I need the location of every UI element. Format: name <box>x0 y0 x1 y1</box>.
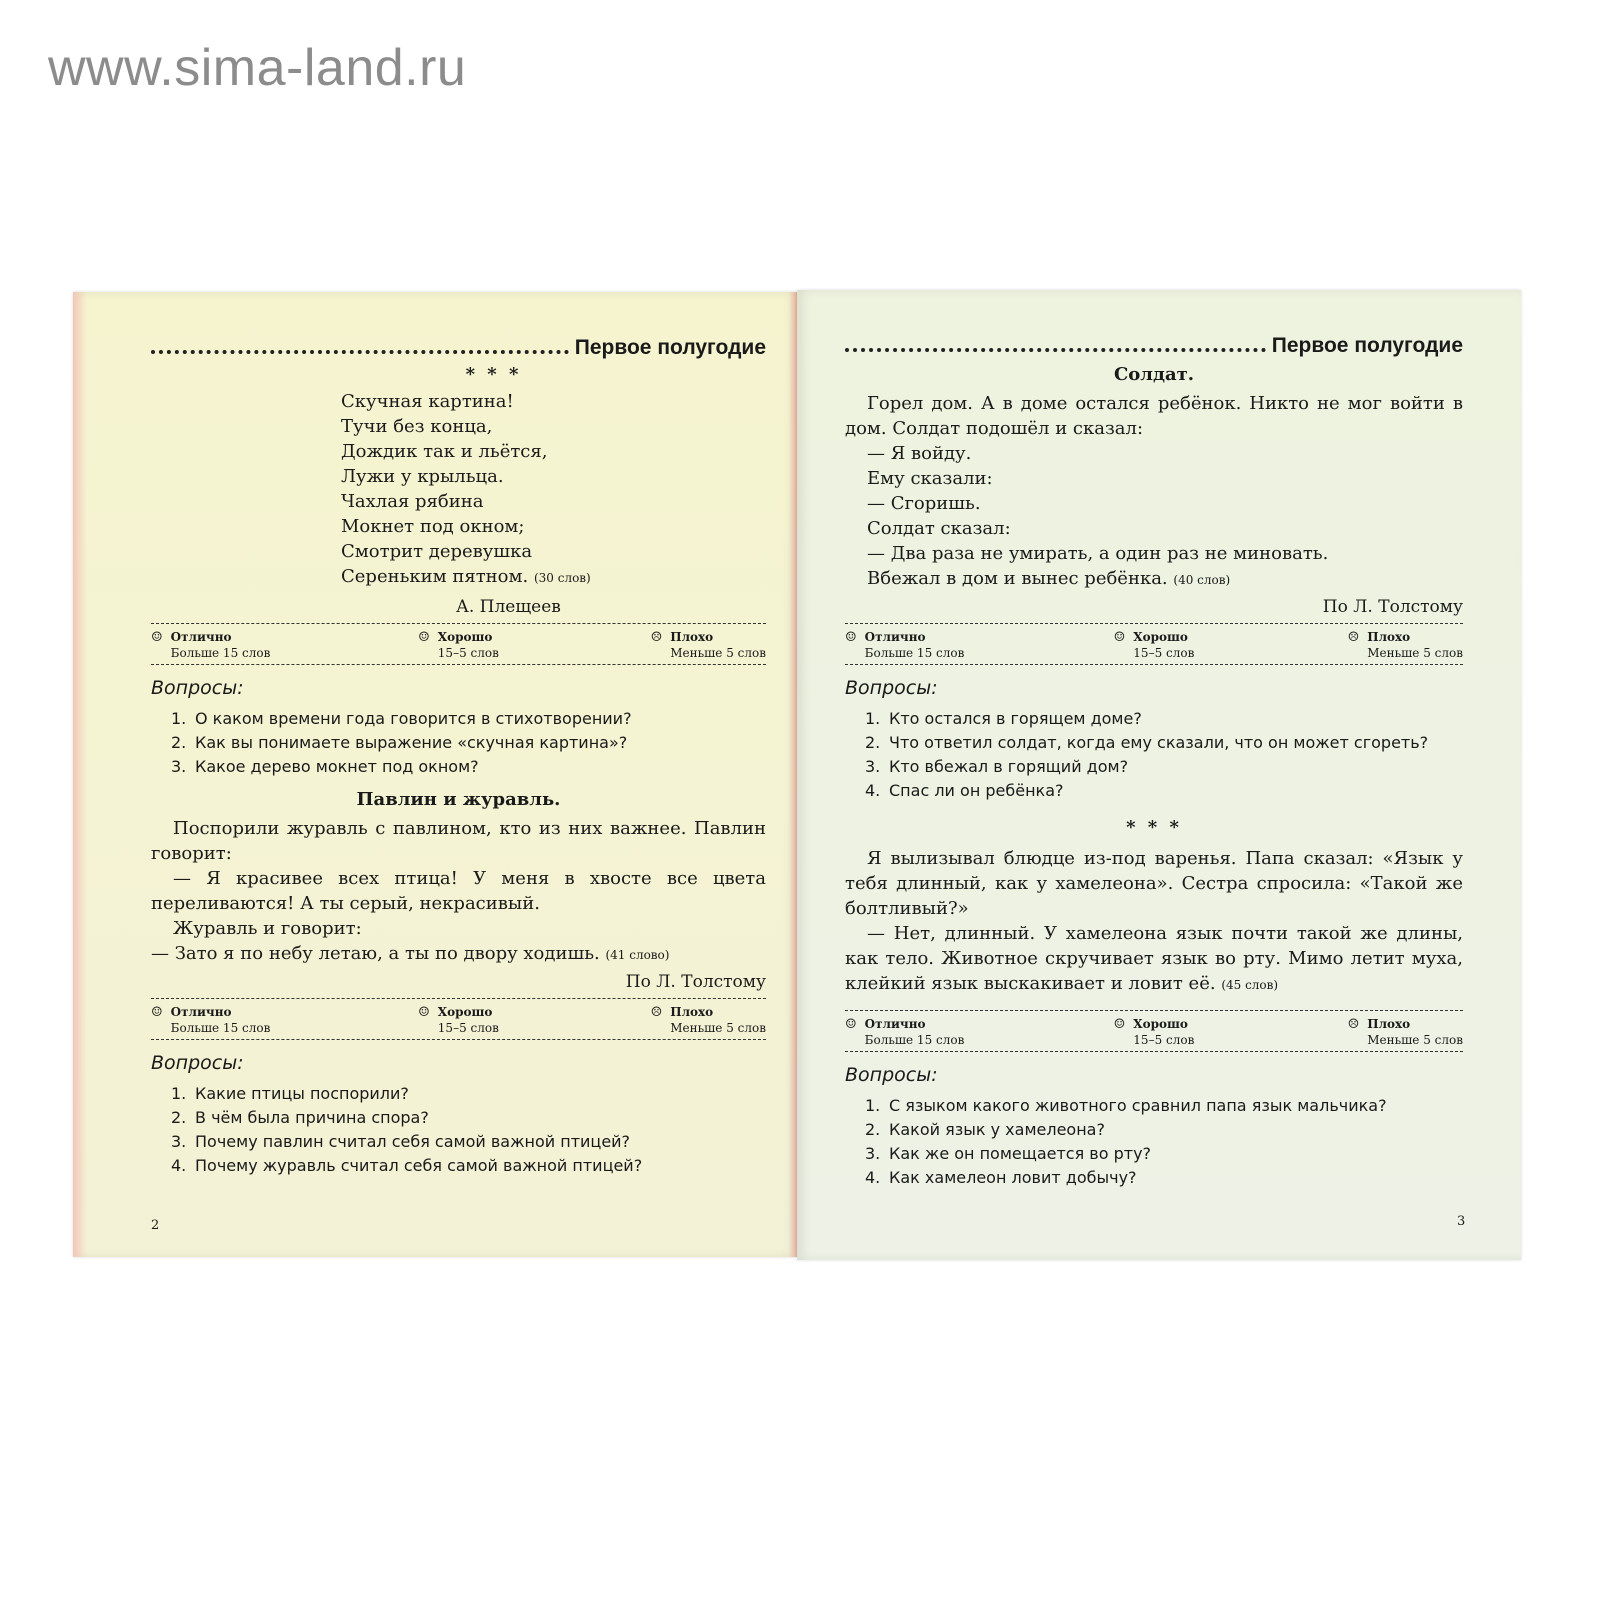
poem-last-line: Сереньким пятном. <box>341 566 529 587</box>
frown-icon: ☹ <box>650 1005 663 1020</box>
question-item <box>171 1154 766 1178</box>
rating-scale <box>151 623 766 665</box>
story-text: Я вылизывал блюдце из-под варенья. Папа сказал: «Язык у тебя длинный, как у хамелеона». Сестра спросила: «Такой же болтливый?» <box>845 848 1463 919</box>
rating-label: Отлично <box>864 630 926 644</box>
rating-sub: Больше 15 слов <box>864 646 965 660</box>
question-item <box>865 731 1463 755</box>
smile-icon: ☺ <box>418 630 430 645</box>
rating-good <box>1051 630 1257 660</box>
question-text: Какой язык у хамелеона? <box>889 1120 1105 1139</box>
rating-sub: Больше 15 слов <box>170 646 271 660</box>
poem <box>341 389 766 591</box>
rating-label: Отлично <box>864 1017 926 1031</box>
rating-bad <box>1257 1017 1463 1047</box>
rating-sub: Меньше 5 слов <box>1367 646 1463 660</box>
rating-sub: Больше 15 слов <box>864 1033 965 1047</box>
story-line: — Я войду. <box>867 443 972 464</box>
rating-excellent <box>845 630 1051 660</box>
question-number: 2. <box>865 733 881 752</box>
question-number: 3. <box>865 1144 881 1163</box>
page-number: 2 <box>151 1218 160 1233</box>
question-text: В чём была причина спора? <box>195 1108 429 1127</box>
rating-sub: Больше 15 слов <box>170 1021 271 1035</box>
right-page-header <box>845 330 1463 358</box>
poem-line: Скучная картина! <box>341 391 514 412</box>
smile-icon: ☺ <box>845 1017 857 1032</box>
frown-icon: ☹ <box>1347 1017 1360 1032</box>
right-header-title: Первое полугодие <box>1271 334 1463 357</box>
story-stars: * * * <box>1126 817 1182 838</box>
poem-line: Тучи без конца, <box>341 416 493 437</box>
rating-excellent <box>845 1017 1051 1047</box>
rating-scale <box>845 623 1463 665</box>
right-page <box>797 290 1521 1260</box>
question-number: 4. <box>865 781 881 800</box>
story-paragraph <box>151 866 766 916</box>
story-text: Горел дом. А в доме остался ребёнок. Никто не мог войти в дом. Солдат подошёл и сказал: <box>845 393 1463 439</box>
poem-line: Чахлая рябина <box>341 491 484 512</box>
poem-line <box>341 564 766 591</box>
rating-label: Плохо <box>670 1005 714 1019</box>
rating-label: Хорошо <box>1133 630 1188 644</box>
story-line: Ему сказали: <box>867 468 993 489</box>
question-item <box>865 1142 1463 1166</box>
rating-good <box>356 630 561 660</box>
story-text: — Я красивее всех птица! У меня в хвосте все цвета переливаются! А ты серый, некрасивый. <box>151 868 766 914</box>
story-text: — Зато я по небу летаю, а ты по двору ходишь. <box>151 943 600 964</box>
rating-good <box>356 1005 561 1035</box>
question-text: Какие птицы поспорили? <box>195 1084 409 1103</box>
question-text: Кто вбежал в горящий дом? <box>889 757 1129 776</box>
smile-icon: ☺ <box>1113 630 1126 645</box>
story-paragraph <box>845 921 1463 998</box>
poem-stars: * * * <box>465 364 522 385</box>
rating-label: Хорошо <box>437 1005 493 1019</box>
question-number: 3. <box>171 757 187 776</box>
rating-good <box>1051 1017 1257 1047</box>
question-item <box>171 1106 766 1130</box>
questions-heading: Вопросы: <box>845 677 938 699</box>
rating-sub: 15–5 слов <box>437 1021 499 1035</box>
question-number: 3. <box>865 757 881 776</box>
question-number: 4. <box>171 1156 187 1175</box>
question-text: Как хамелеон ловит добычу? <box>889 1168 1137 1187</box>
rating-sub: Меньше 5 слов <box>1367 1033 1463 1047</box>
question-item <box>171 731 766 755</box>
rating-excellent <box>151 1005 356 1035</box>
questions-list <box>865 707 1463 803</box>
questions-list <box>171 1082 766 1178</box>
question-item <box>865 779 1463 803</box>
word-count: (30 слов) <box>533 571 591 585</box>
page-number: 3 <box>1457 1214 1466 1229</box>
question-item <box>171 707 766 731</box>
rating-sub: Меньше 5 слов <box>670 646 766 660</box>
poem-author: А. Плещеев <box>456 597 561 617</box>
rating-sub: 15–5 слов <box>437 646 499 660</box>
rating-sub: 15–5 слов <box>1133 646 1195 660</box>
question-number: 3. <box>171 1132 187 1151</box>
question-text: С языком какого животного сравнил папа язык мальчика? <box>889 1096 1387 1115</box>
story-line: — Сгоришь. <box>867 493 981 514</box>
question-item <box>865 1118 1463 1142</box>
question-number: 2. <box>171 1108 187 1127</box>
frown-icon: ☹ <box>1347 630 1360 645</box>
smile-icon: ☺ <box>845 630 857 645</box>
poem-line: Мокнет под окном; <box>341 516 525 537</box>
left-header-title: Первое полугодие <box>574 336 766 359</box>
question-item <box>865 707 1463 731</box>
word-count: (45 слов) <box>1221 978 1279 992</box>
question-item <box>171 755 766 779</box>
question-number: 1. <box>865 1096 881 1115</box>
rating-label: Плохо <box>1367 1017 1411 1031</box>
rating-label: Отлично <box>170 630 232 644</box>
rating-label: Хорошо <box>437 630 493 644</box>
story-text: Вбежал в дом и вынес ребёнка. <box>867 568 1168 589</box>
question-item <box>171 1082 766 1106</box>
question-number: 1. <box>171 1084 187 1103</box>
question-text: Почему павлин считал себя самой важной птицей? <box>195 1132 631 1151</box>
smile-icon: ☺ <box>151 630 163 645</box>
story-author: По Л. Толстому <box>625 972 766 992</box>
question-text: Как же он помещается во рту? <box>889 1144 1152 1163</box>
rating-sub: 15–5 слов <box>1133 1033 1195 1047</box>
rating-excellent <box>151 630 356 660</box>
story-title: Солдат. <box>1113 364 1195 385</box>
question-text: О каком времени года говорится в стихотворении? <box>195 709 632 728</box>
story-line <box>151 941 766 968</box>
question-text: Какое дерево мокнет под окном? <box>195 757 479 776</box>
question-number: 1. <box>865 709 881 728</box>
left-page-content <box>151 332 766 1178</box>
smile-icon: ☺ <box>1113 1017 1126 1032</box>
question-number: 2. <box>171 733 187 752</box>
header-dots <box>151 332 569 354</box>
left-page <box>73 292 797 1257</box>
rating-label: Хорошо <box>1133 1017 1188 1031</box>
story-text: Поспорили журавль с павлином, кто из них важнее. Павлин говорит: <box>151 818 766 864</box>
story-author: По Л. Толстому <box>1322 597 1463 617</box>
rating-label: Плохо <box>1367 630 1411 644</box>
story-paragraph <box>845 846 1463 921</box>
smile-icon: ☺ <box>151 1005 163 1020</box>
rating-scale <box>151 998 766 1040</box>
questions-list <box>865 1094 1463 1190</box>
word-count: (41 слово) <box>605 948 670 962</box>
question-text: Спас ли он ребёнка? <box>889 781 1064 800</box>
story-text: — Нет, длинный. У хамелеона язык почти такой же длины, как тело. Животное скручивает язык во рту. Мимо летит муха, клейкий язык выскакивает и ловит её. <box>845 923 1463 994</box>
poem-line: Лужи у крыльца. <box>341 466 504 487</box>
story-line: Солдат сказал: <box>867 518 1011 539</box>
question-text: Как вы понимаете выражение «скучная картина»? <box>195 733 628 752</box>
rating-label: Отлично <box>170 1005 232 1019</box>
question-item <box>171 1130 766 1154</box>
questions-heading: Вопросы: <box>845 1064 938 1086</box>
question-text: Кто остался в горящем доме? <box>889 709 1142 728</box>
rating-sub: Меньше 5 слов <box>670 1021 766 1035</box>
question-number: 2. <box>865 1120 881 1139</box>
questions-list <box>171 707 766 779</box>
question-text: Что ответил солдат, когда ему сказали, что он может сгореть? <box>889 733 1429 752</box>
right-page-content <box>845 330 1463 1190</box>
question-item <box>865 1166 1463 1190</box>
smile-icon: ☺ <box>418 1005 430 1020</box>
rating-bad <box>1257 630 1463 660</box>
frown-icon: ☹ <box>650 630 663 645</box>
question-text: Почему журавль считал себя самой важной птицей? <box>195 1156 643 1175</box>
word-count: (40 слов) <box>1173 573 1231 587</box>
rating-bad <box>561 630 766 660</box>
story-line <box>845 566 1463 593</box>
rating-label: Плохо <box>670 630 714 644</box>
left-page-header <box>151 332 766 360</box>
question-item <box>865 755 1463 779</box>
poem-line: Дождик так и льётся, <box>341 441 548 462</box>
rating-scale <box>845 1010 1463 1052</box>
question-item <box>865 1094 1463 1118</box>
poem-line: Смотрит деревушка <box>341 541 533 562</box>
story-paragraph <box>151 816 766 866</box>
header-dots <box>845 330 1266 352</box>
rating-bad <box>561 1005 766 1035</box>
question-number: 4. <box>865 1168 881 1187</box>
story-paragraph <box>845 391 1463 441</box>
story-title: Павлин и журавль. <box>356 789 561 810</box>
questions-heading: Вопросы: <box>151 1052 244 1074</box>
question-number: 1. <box>171 709 187 728</box>
story-line: — Два раза не умирать, а один раз не миновать. <box>867 543 1329 564</box>
watermark: www.sima-land.ru <box>48 39 467 97</box>
questions-heading: Вопросы: <box>151 677 244 699</box>
story-line: Журавль и говорит: <box>173 918 362 939</box>
